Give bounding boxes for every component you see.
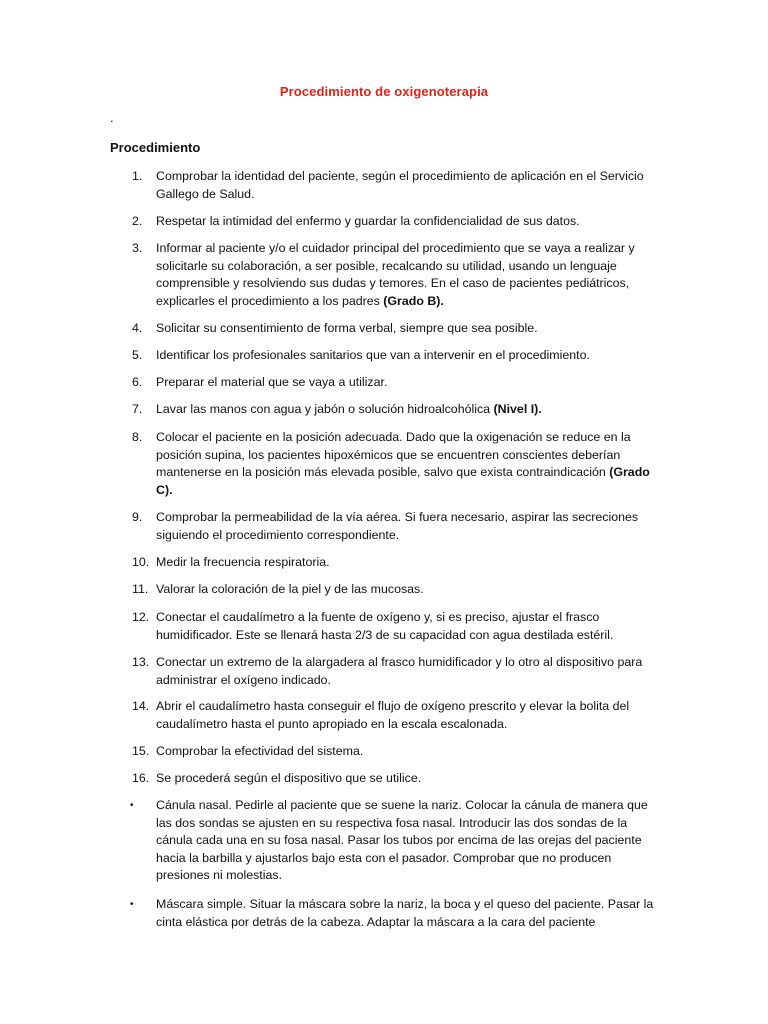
bullet-marker: • — [130, 800, 134, 811]
item-number: 14. — [132, 699, 150, 713]
bullet-text: Cánula nasal. Pedirle al paciente que se suene la nariz. Colocar la cánula de manera que las dos sondas se ajusten en su respectiva fosa nasal. Introducir las dos sondas de la cánula cada una en su fosa nasal. Pasar los tubos por encima de las orejas del paciente hacia la barbilla y ajustarlos bajo esta con el pasador. Comprobar que no producen presiones ni molestias. — [156, 798, 648, 883]
item-text: Informar al paciente y/o el cuidador principal del procedimiento que se vaya a realizar y solicitarle su colaboración, a ser posible, recalcando su utilidad, usando un lenguaje comprensible y resolviendo sus dudas y temores. En el caso de pacientes pediátricos, explicarles el procedimiento a los padres (Grado B). — [156, 241, 635, 308]
list-item — [110, 554, 662, 572]
list-item — [110, 654, 662, 689]
item-number: 11. — [132, 582, 149, 596]
item-number: 6. — [132, 375, 143, 389]
list-item — [110, 743, 662, 761]
item-number: 5. — [132, 348, 143, 362]
list-item — [110, 168, 662, 203]
item-text: Lavar las manos con agua y jabón o solución hidroalcohólica (Nivel I). — [156, 402, 542, 416]
bullet-item — [110, 896, 662, 931]
section-heading: Procedimiento — [110, 140, 201, 155]
list-item — [110, 213, 662, 231]
list-item — [110, 609, 662, 644]
item-number: 10. — [132, 555, 150, 569]
stray-mark: . — [110, 110, 114, 125]
item-number: 15. — [132, 744, 150, 758]
bullet-marker: • — [130, 899, 134, 910]
item-number: 9. — [132, 510, 143, 524]
item-text: Solicitar su consentimiento de forma verbal, siempre que sea posible. — [156, 321, 538, 335]
item-number: 16. — [132, 771, 150, 785]
item-number: 13. — [132, 655, 150, 669]
item-text: Colocar el paciente en la posición adecuada. Dado que la oxigenación se reduce en la posición supina, los pacientes hipoxémicos que se encuentren conscientes deberían mantenerse en la posición más elevada posible, salvo que exista contraindicación (Grado C). — [156, 430, 650, 497]
item-number: 12. — [132, 610, 150, 624]
list-item — [110, 401, 662, 419]
item-text: Se procederá según el dispositivo que se utilice. — [156, 771, 422, 785]
list-item — [110, 698, 662, 733]
bullet-item — [110, 797, 662, 885]
list-item — [110, 770, 662, 788]
item-text: Valorar la coloración de la piel y de las mucosas. — [156, 582, 424, 596]
list-item — [110, 347, 662, 365]
item-number: 2. — [132, 214, 143, 228]
item-number: 1. — [132, 169, 143, 183]
list-item — [110, 374, 662, 392]
list-item — [110, 509, 662, 544]
list-item — [110, 240, 662, 310]
list-item — [110, 429, 662, 499]
item-text: Preparar el material que se vaya a utilizar. — [156, 375, 388, 389]
item-number: 8. — [132, 430, 143, 444]
item-text: Comprobar la permeabilidad de la vía aérea. Si fuera necesario, aspirar las secreciones siguiendo el procedimiento correspondiente. — [156, 510, 639, 542]
item-text: Abrir el caudalímetro hasta conseguir el flujo de oxígeno prescrito y elevar la bolita del caudalímetro hasta el punto apropiado en la escala escalonada. — [156, 699, 630, 731]
item-text: Conectar un extremo de la alargadera al frasco humidificador y lo otro al dispositivo para administrar el oxígeno indicado. — [156, 655, 643, 687]
item-text: Respetar la intimidad del enfermo y guardar la confidencialidad de sus datos. — [156, 214, 580, 228]
list-item — [110, 581, 662, 599]
list-item — [110, 320, 662, 338]
item-text: Comprobar la identidad del paciente, según el procedimiento de aplicación en el Servicio Gallego de Salud. — [156, 169, 644, 201]
item-number: 4. — [132, 321, 143, 335]
item-number: 7. — [132, 402, 143, 416]
item-number: 3. — [132, 241, 143, 255]
document-title: Procedimiento de oxigenoterapia — [279, 84, 489, 99]
item-text: Medir la frecuencia respiratoria. — [156, 555, 330, 569]
item-text: Conectar el caudalímetro a la fuente de oxígeno y, si es preciso, ajustar el frasco humidificador. Este se llenará hasta 2/3 de su capacidad con agua destilada estéril. — [156, 610, 614, 642]
item-text: Identificar los profesionales sanitarios que van a intervenir en el procedimiento. — [156, 348, 590, 362]
item-text: Comprobar la efectividad del sistema. — [156, 744, 364, 758]
bullet-text: Máscara simple. Situar la máscara sobre la nariz, la boca y el queso del paciente. Pasar la cinta elástica por detrás de la cabeza. Adaptar la máscara a la cara del paciente — [156, 897, 654, 929]
